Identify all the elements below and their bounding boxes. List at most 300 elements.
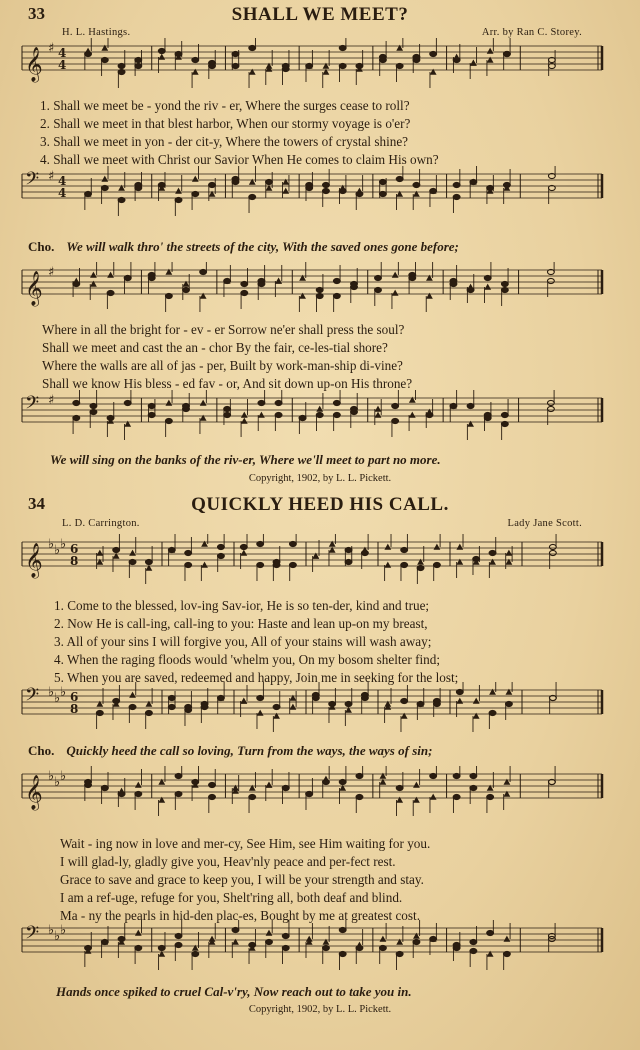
- chorus-verse-line: Where in all the bright for - ev - er Sorrow ne'er shall press the soul?: [42, 322, 405, 337]
- chorus-row: [28, 742, 432, 760]
- time-signature-top: 6: [70, 690, 79, 704]
- note-head: [209, 60, 216, 65]
- note-head: [392, 418, 399, 423]
- chorus-verse-line: I am a ref-uge, refuge for you, Shelt'ring all, both deaf and blind.: [60, 890, 403, 905]
- note-head: [503, 51, 510, 56]
- note-head: [380, 57, 387, 62]
- flat-icon: ♭: [54, 929, 61, 944]
- note-head: [135, 945, 142, 950]
- note-head: [356, 945, 363, 950]
- note-head: [380, 945, 387, 950]
- shape-note-head: [396, 939, 403, 945]
- shape-note-head: [165, 269, 172, 275]
- note-head: [73, 415, 80, 420]
- shape-note-head: [201, 562, 208, 568]
- shape-note-head: [200, 415, 207, 421]
- note-head: [218, 553, 225, 558]
- verse-line: 2. Now He is call-ing, call-ing to you: Haste and lean up-on my breast,: [54, 616, 428, 631]
- note-head: [345, 701, 352, 706]
- flat-icon: ♭: [48, 537, 55, 552]
- verse-line: 2. Shall we meet in that blest harbor, When our stormy voyage is o'er?: [40, 116, 411, 131]
- shape-note-head: [158, 779, 165, 785]
- copyright: Copyright, 1902, by L. L. Pickett.: [248, 473, 392, 484]
- note-head: [453, 773, 460, 778]
- chorus-verse-line: Shall we meet and cast the an - chor By the fair, ce-les-tial shore?: [42, 340, 388, 355]
- note-head: [501, 281, 508, 286]
- shape-note-head: [90, 281, 97, 287]
- shape-note-head: [489, 559, 496, 565]
- shape-note-head: [467, 284, 474, 290]
- note-head: [282, 933, 289, 938]
- shape-note-head: [165, 400, 172, 406]
- note-head: [185, 550, 192, 555]
- note-head: [392, 403, 399, 408]
- note-head: [282, 785, 289, 790]
- note-head: [396, 176, 403, 181]
- note-head: [129, 559, 136, 564]
- note-head: [266, 179, 273, 184]
- time-signature-bottom: 4: [58, 186, 67, 200]
- shape-note-head: [345, 707, 352, 713]
- note-head: [241, 290, 248, 295]
- closing-refrain: Hands once spiked to cruel Cal-v'ry, Now reach out to take you in.: [56, 984, 412, 999]
- shape-note-head: [503, 936, 510, 942]
- note-head: [362, 550, 369, 555]
- note-head: [380, 179, 387, 184]
- note-head: [168, 547, 175, 552]
- note-head: [175, 791, 182, 796]
- note-head: [487, 185, 494, 190]
- shape-note-head: [299, 293, 306, 299]
- staff-treble-1: [0, 38, 640, 96]
- staff-treble-4: [0, 766, 640, 828]
- shape-note-head: [487, 951, 494, 957]
- shape-note-head: [96, 701, 103, 707]
- note-head: [306, 63, 313, 68]
- note-head: [323, 188, 330, 193]
- treble-clef-icon: 𝄞: [25, 271, 43, 306]
- shape-note-head: [192, 69, 199, 75]
- note-head: [339, 927, 346, 932]
- note-head: [323, 945, 330, 950]
- note-head: [417, 565, 424, 570]
- copyright: Copyright, 1902, by L. L. Pickett.: [248, 1004, 392, 1015]
- shape-note-head: [249, 69, 256, 75]
- shape-note-head: [380, 936, 387, 942]
- note-head: [175, 773, 182, 778]
- shape-note-head: [434, 544, 441, 550]
- shape-note-head: [241, 412, 248, 418]
- chorus-verse-line: Where the walls are all of jas - per, Built by work-man-ship di-vine?: [42, 358, 403, 373]
- note-head: [249, 194, 256, 199]
- note-head: [549, 550, 556, 555]
- hymn-33-number: 33: [28, 4, 45, 23]
- shape-note-head: [290, 704, 297, 710]
- shape-note-head: [90, 272, 97, 278]
- shape-note-head: [135, 930, 142, 936]
- shape-note-head: [282, 188, 289, 194]
- note-head: [273, 562, 280, 567]
- treble-clef-icon: 𝄞: [25, 543, 43, 578]
- note-head: [135, 63, 142, 68]
- note-head: [73, 400, 80, 405]
- note-head: [224, 412, 231, 417]
- note-head: [345, 559, 352, 564]
- shape-note-head: [470, 60, 477, 66]
- note-head: [339, 951, 346, 956]
- shape-note-head: [396, 797, 403, 803]
- flat-icon: ♭: [48, 769, 55, 784]
- staff-treble-2: [0, 262, 640, 320]
- shape-note-head: [101, 45, 108, 51]
- flat-icon: ♭: [54, 691, 61, 706]
- shape-note-head: [192, 945, 199, 951]
- shape-note-head: [96, 550, 103, 556]
- shape-note-head: [146, 565, 153, 571]
- bass-clef-icon: 𝄢: [25, 923, 40, 948]
- hymn-33-title: SHALL WE MEET?: [231, 4, 409, 25]
- note-head: [168, 695, 175, 700]
- note-head: [434, 562, 441, 567]
- note-head: [129, 704, 136, 709]
- shape-note-head: [312, 553, 319, 559]
- shape-note-head: [426, 409, 433, 415]
- note-head: [148, 275, 155, 280]
- note-head: [232, 51, 239, 56]
- verse-line: 4. When the raging floods would 'whelm you, On my bosom shelter find;: [54, 652, 440, 667]
- shape-note-head: [426, 275, 433, 281]
- shape-note-head: [266, 782, 273, 788]
- note-head: [453, 794, 460, 799]
- hymn-33-author: H. L. Hastings.: [62, 27, 131, 38]
- shape-note-head: [323, 69, 330, 75]
- shape-note-head: [413, 191, 420, 197]
- note-head: [241, 281, 248, 286]
- note-head: [473, 556, 480, 561]
- shape-note-head: [456, 559, 463, 565]
- shape-note-head: [257, 710, 264, 716]
- note-head: [356, 191, 363, 196]
- closing-refrain: We will sing on the banks of the riv-er, Where we'll meet to part no more.: [50, 452, 441, 467]
- shape-note-head: [107, 272, 114, 278]
- shape-note-head: [200, 400, 207, 406]
- hymn-34-number: 34: [28, 494, 45, 513]
- note-head: [450, 403, 457, 408]
- shape-note-head: [101, 176, 108, 182]
- note-head: [224, 406, 231, 411]
- note-head: [453, 942, 460, 947]
- note-head: [484, 275, 491, 280]
- shape-note-head: [489, 689, 496, 695]
- shape-note-head: [158, 54, 165, 60]
- flat-icon: ♭: [60, 685, 67, 700]
- shape-note-head: [200, 293, 207, 299]
- shape-note-head: [129, 550, 136, 556]
- hymn-34-title: QUICKLY HEED HIS CALL.: [191, 494, 449, 515]
- note-head: [450, 281, 457, 286]
- hymn-34-composer: Lady Jane Scott.: [507, 518, 582, 529]
- note-head: [209, 182, 216, 187]
- shape-note-head: [158, 951, 165, 957]
- bass-clef-icon: 𝄢: [25, 169, 40, 194]
- note-head: [266, 939, 273, 944]
- note-head: [192, 191, 199, 196]
- shape-note-head: [409, 412, 416, 418]
- flat-icon: ♭: [54, 775, 61, 790]
- note-head: [356, 773, 363, 778]
- note-head: [185, 707, 192, 712]
- note-head: [275, 412, 282, 417]
- time-signature-top: 6: [70, 542, 79, 556]
- note-head: [470, 939, 477, 944]
- note-head: [90, 403, 97, 408]
- shape-note-head: [487, 57, 494, 63]
- shape-note-head: [384, 562, 391, 568]
- note-head: [501, 421, 508, 426]
- note-head: [249, 45, 256, 50]
- shape-note-head: [240, 550, 247, 556]
- note-head: [165, 418, 172, 423]
- note-head: [124, 400, 131, 405]
- chorus-label: Cho.: [28, 743, 55, 758]
- shape-note-head: [299, 275, 306, 281]
- hymn-34-author: L. D. Carrington.: [62, 518, 140, 529]
- note-head: [135, 182, 142, 187]
- shape-note-head: [392, 290, 399, 296]
- shape-note-head: [316, 406, 323, 412]
- note-head: [158, 182, 165, 187]
- note-head: [183, 403, 190, 408]
- note-head: [290, 541, 297, 546]
- chorus-refrain: Quickly heed the call so loving, Turn from the ways, the ways of sin;: [66, 743, 433, 758]
- note-head: [209, 782, 216, 787]
- shape-note-head: [380, 779, 387, 785]
- shape-note-head: [329, 547, 336, 553]
- time-signature-bottom: 8: [70, 554, 79, 568]
- shape-note-head: [430, 794, 437, 800]
- shape-note-head: [430, 69, 437, 75]
- note-head: [401, 547, 408, 552]
- chorus-verse-line: Grace to save and grace to keep you, I will be your strength and stay.: [60, 872, 424, 887]
- note-head: [175, 933, 182, 938]
- shape-note-head: [473, 698, 480, 704]
- shape-note-head: [209, 191, 216, 197]
- note-head: [333, 293, 340, 298]
- note-head: [201, 704, 208, 709]
- staff-treble-3: [0, 534, 640, 596]
- note-head: [158, 945, 165, 950]
- staff-bass-1: [0, 166, 640, 228]
- note-head: [118, 69, 125, 74]
- note-head: [175, 942, 182, 947]
- note-head: [113, 547, 120, 552]
- shape-note-head: [339, 785, 346, 791]
- note-head: [333, 400, 340, 405]
- shape-note-head: [323, 939, 330, 945]
- shape-note-head: [73, 278, 80, 284]
- note-head: [192, 57, 199, 62]
- note-head: [218, 544, 225, 549]
- note-head: [218, 695, 225, 700]
- note-head: [146, 710, 153, 715]
- note-head: [232, 927, 239, 932]
- chorus-verse-line: Ma - ny the pearls in hid-den plac-es, Bought by me at greatest cost.: [60, 908, 420, 923]
- note-head: [135, 791, 142, 796]
- sharp-icon: ♯: [48, 41, 55, 56]
- shape-note-head: [456, 544, 463, 550]
- note-head: [323, 182, 330, 187]
- note-head: [275, 400, 282, 405]
- shape-note-head: [392, 272, 399, 278]
- note-head: [506, 701, 513, 706]
- note-head: [351, 409, 358, 414]
- chorus-verse-line: Wait - ing now in love and mer-cy, See Him, see Him waiting for you.: [60, 836, 431, 851]
- shape-note-head: [275, 278, 282, 284]
- shape-note-head: [232, 785, 239, 791]
- shape-note-head: [232, 939, 239, 945]
- verse-line: 3. Shall we meet in yon - der cit-y, Where the towers of crystal shine?: [40, 134, 409, 149]
- note-head: [306, 182, 313, 187]
- note-head: [401, 562, 408, 567]
- shape-note-head: [201, 541, 208, 547]
- staff-bass-4: [0, 920, 640, 982]
- note-head: [312, 695, 319, 700]
- shape-note-head: [426, 293, 433, 299]
- note-head: [434, 698, 441, 703]
- note-head: [470, 773, 477, 778]
- note-head: [417, 701, 424, 706]
- note-head: [430, 936, 437, 941]
- shape-note-head: [380, 773, 387, 779]
- note-head: [470, 785, 477, 790]
- note-head: [484, 412, 491, 417]
- note-head: [200, 269, 207, 274]
- shape-note-head: [413, 782, 420, 788]
- shape-note-head: [240, 698, 247, 704]
- sharp-icon: ♯: [48, 265, 55, 280]
- note-head: [316, 293, 323, 298]
- shape-note-head: [266, 185, 273, 191]
- shape-note-head: [503, 779, 510, 785]
- treble-clef-icon: 𝄞: [25, 775, 43, 810]
- flat-icon: ♭: [60, 923, 67, 938]
- note-head: [501, 287, 508, 292]
- note-head: [356, 794, 363, 799]
- shape-note-head: [124, 421, 131, 427]
- time-signature-top: 4: [58, 174, 67, 188]
- time-signature-bottom: 4: [58, 58, 67, 72]
- note-head: [487, 930, 494, 935]
- verse-line: 5. When you are saved, redeemed and happy, Join me in seeking for the lost;: [54, 670, 459, 685]
- shape-note-head: [456, 698, 463, 704]
- note-head: [316, 287, 323, 292]
- shape-note-head: [158, 797, 165, 803]
- shape-note-head: [467, 421, 474, 427]
- note-head: [401, 698, 408, 703]
- shape-note-head: [273, 713, 280, 719]
- note-head: [299, 415, 306, 420]
- shape-note-head: [506, 689, 513, 695]
- bass-clef-icon: 𝄢: [25, 685, 40, 710]
- chorus-refrain: We will walk thro' the streets of the city, With the saved ones gone before;: [66, 239, 459, 254]
- note-head: [413, 939, 420, 944]
- note-head: [345, 547, 352, 552]
- note-head: [306, 791, 313, 796]
- note-head: [413, 54, 420, 59]
- note-head: [192, 951, 199, 956]
- shape-note-head: [409, 397, 416, 403]
- note-head: [85, 51, 92, 56]
- note-head: [430, 773, 437, 778]
- note-head: [339, 63, 346, 68]
- note-head: [257, 541, 264, 546]
- note-head: [168, 704, 175, 709]
- shape-note-head: [401, 713, 408, 719]
- shape-note-head: [413, 933, 420, 939]
- note-head: [413, 182, 420, 187]
- note-head: [258, 400, 265, 405]
- shape-note-head: [175, 188, 182, 194]
- shape-note-head: [258, 412, 265, 418]
- note-head: [232, 63, 239, 68]
- note-head: [549, 544, 556, 549]
- sharp-icon: ♯: [48, 169, 55, 184]
- note-head: [362, 695, 369, 700]
- note-head: [101, 185, 108, 190]
- note-head: [118, 63, 125, 68]
- flat-icon: ♭: [60, 537, 67, 552]
- note-head: [333, 278, 340, 283]
- note-head: [351, 284, 358, 289]
- shape-note-head: [339, 185, 346, 191]
- shape-note-head: [118, 788, 125, 794]
- note-head: [165, 293, 172, 298]
- note-head: [249, 794, 256, 799]
- note-head: [489, 550, 496, 555]
- hymn-33-arranger: Arr. by Ran C. Storey.: [481, 27, 582, 38]
- note-head: [409, 275, 416, 280]
- note-head: [333, 412, 340, 417]
- note-head: [430, 51, 437, 56]
- note-head: [323, 779, 330, 784]
- shape-note-head: [417, 559, 424, 565]
- note-head: [290, 562, 297, 567]
- note-head: [456, 689, 463, 694]
- note-head: [396, 63, 403, 68]
- shape-note-head: [506, 550, 513, 556]
- note-head: [396, 785, 403, 790]
- note-head: [375, 287, 382, 292]
- shape-note-head: [249, 179, 256, 185]
- note-head: [183, 287, 190, 292]
- bass-clef-icon: 𝄢: [25, 393, 40, 418]
- shape-note-head: [453, 54, 460, 60]
- note-head: [96, 710, 103, 715]
- staff-bass-2: [0, 390, 640, 450]
- sharp-icon: ♯: [48, 393, 55, 408]
- flat-icon: ♭: [48, 685, 55, 700]
- note-head: [257, 695, 264, 700]
- note-head: [339, 45, 346, 50]
- shape-note-head: [192, 176, 199, 182]
- note-head: [282, 945, 289, 950]
- note-head: [185, 562, 192, 567]
- note-head: [547, 278, 554, 283]
- shape-note-head: [241, 418, 248, 424]
- shape-note-head: [487, 48, 494, 54]
- shape-note-head: [484, 284, 491, 290]
- shape-note-head: [329, 541, 336, 547]
